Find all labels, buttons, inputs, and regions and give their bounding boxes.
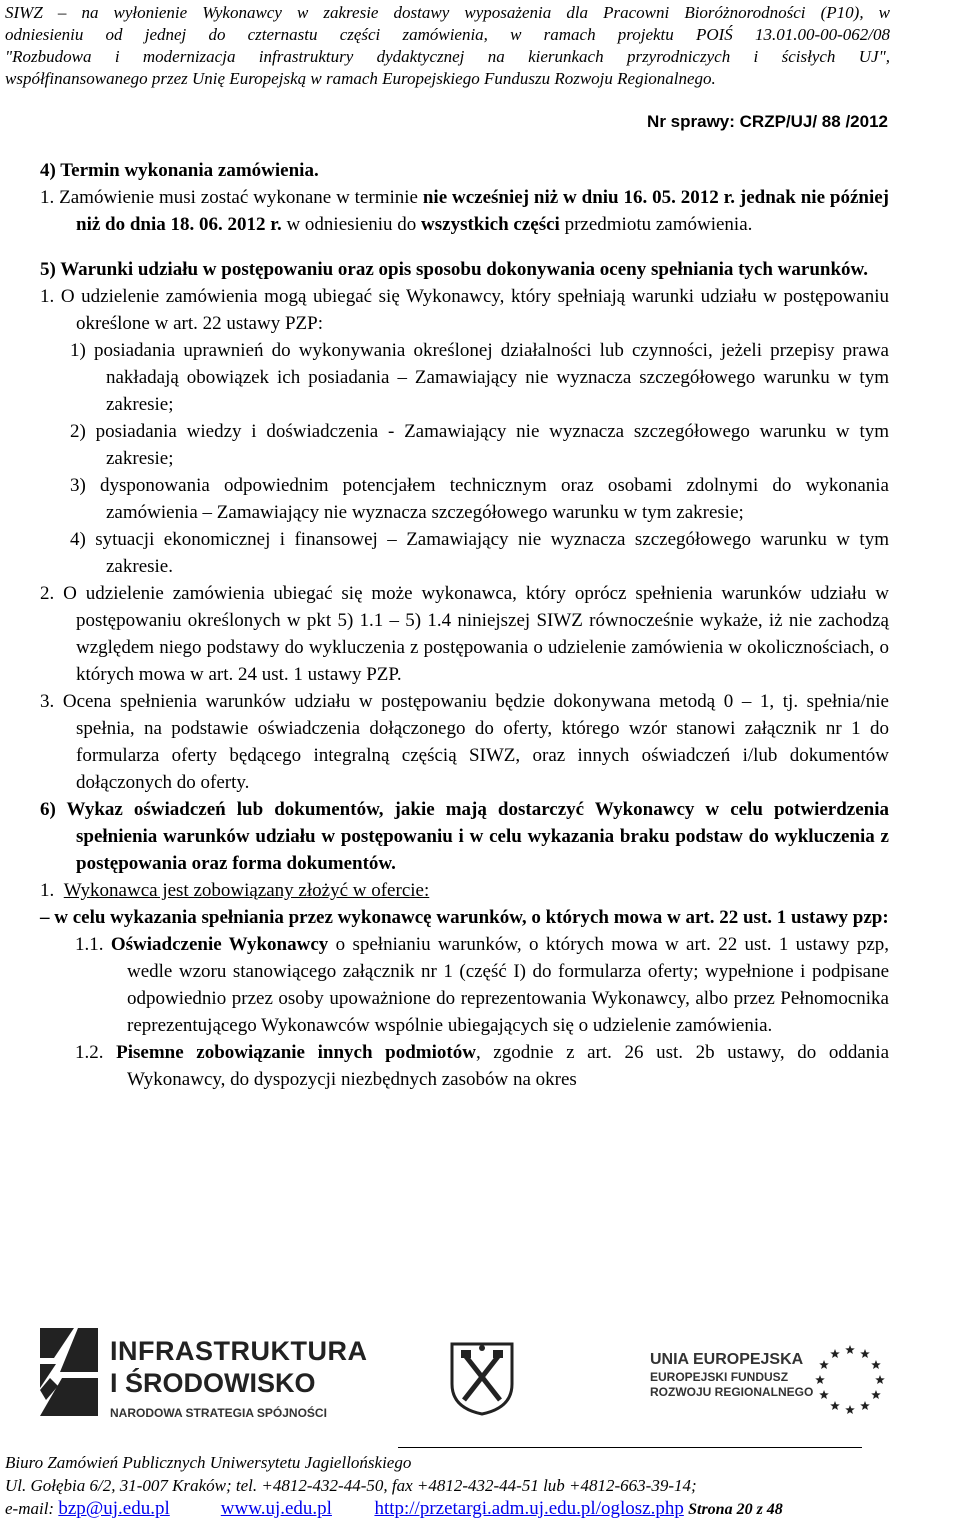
eu-star	[815, 1375, 825, 1384]
section-5-heading: 5) Warunki udziału w postępowaniu oraz opis sposobu dokonywania oceny spełniania tych warunków.	[40, 259, 868, 280]
section-6-subheading: – w celu wykazania spełniania przez wykonawcę warunków, o których mowa w art. 22 ust. 1 ustawy pzp:	[40, 907, 889, 928]
cohesion-strategy-icon	[40, 1328, 98, 1416]
eu-star	[830, 1401, 840, 1410]
underlined-text: Wykonawca jest zobowiązany złożyć w ofercie:	[63, 880, 430, 901]
logo-strip	[0, 1320, 960, 1430]
eu-text-block	[650, 1350, 813, 1400]
document-header	[5, 2, 890, 90]
document-footer	[5, 1451, 960, 1521]
all-parts-text: wszystkich części	[421, 214, 560, 235]
eu-star	[830, 1349, 840, 1358]
infrastruktura-srodowisko-logo	[40, 1328, 368, 1420]
condition-item: 1) posiadania uprawnień do wykonywania określonej działalności lub czynności, jeżeli przepisy prawa nakładają obowiązek ich posiadania – Zamawiający nie wyznacza szczegółowego warunku w tym zakresie;	[70, 340, 889, 415]
text-run: przedmiotu zamówienia.	[564, 214, 753, 235]
footer-contact-line	[5, 1497, 960, 1521]
eu-star	[845, 1405, 855, 1414]
page-label: Strona	[688, 1501, 733, 1518]
item-number: 1.1.	[75, 934, 104, 955]
section-4-paragraph-1	[40, 184, 889, 238]
text-run: Zamówienie musi zostać wykonane w terminie	[59, 187, 418, 208]
eu-star	[860, 1401, 870, 1410]
footer-address: Ul. Gołębia 6/2, 31-007 Kraków; tel. +4812-432-44-50, fax +4812-432-44-51 lub +4812-663-39-14;	[5, 1476, 697, 1495]
page-number: 20	[736, 1501, 753, 1518]
european-union-logo	[650, 1340, 890, 1420]
condition-item: 4) sytuacji ekonomicznej i finansowej – Zamawiający nie wyznacza szczegółowego warunku w tym zakresie.	[70, 529, 889, 577]
eu-star	[875, 1375, 885, 1384]
eu-text: EUROPEJSKI FUNDUSZ	[650, 1370, 789, 1384]
paragraph-number: 1.	[40, 880, 55, 901]
page-of: z	[756, 1501, 763, 1518]
eu-star	[871, 1360, 881, 1369]
condition-item: 3) dysponowania odpowiednim potencjałem technicznym oraz osobami zdolnymi do wykonania zamówienia – Zamawiający nie wyznacza szczegółowego warunku w tym zakresie;	[70, 475, 889, 523]
page-total: 48	[766, 1501, 783, 1518]
eu-text: ROZWOJU REGIONALNEGO	[650, 1385, 814, 1399]
eu-stars-flag-icon	[810, 1340, 890, 1420]
document-item-1-2	[40, 1039, 889, 1093]
item-title: Pisemne zobowiązanie innych podmiotów	[116, 1042, 476, 1063]
section-5-paragraph-2: 2. O udzielenie zamówienia ubiegać się może wykonawca, który oprócz spełnienia warunków udziału w postępowaniu określonych w pkt 5) 1.1 – 5) 1.4 niniejszej SIWZ równocześnie wykaże, iż nie zachodzą względem niego podstawy do wykluczenia z postępowania o udzielenie zamówienia w okolicznościach, o których mowa w art. 24 ust. 1 ustawy PZP.	[40, 583, 889, 685]
eu-star	[819, 1360, 829, 1369]
logo-text: INFRASTRUKTURA	[110, 1336, 368, 1366]
logo-text: NARODOWA STRATEGIA SPÓJNOŚCI	[110, 1406, 327, 1420]
item-text: , zgodnie z art. 26 ust. 2b ustawy, do oddania Wykonawcy, do dyspozycji niezbędnych zasobów na okres	[127, 1042, 890, 1090]
case-number: Nr sprawy: CRZP/UJ/ 88 /2012	[647, 112, 888, 131]
header-line-1: SIWZ – na wyłonienie Wykonawcy w zakresie dostawy wyposażenia dla Pracowni Bioróżnorodności (P10), w	[5, 3, 890, 22]
document-item-1-1	[40, 931, 889, 1039]
section-4-heading: 4) Termin wykonania zamówienia.	[40, 160, 319, 181]
item-text: o spełnianiu warunków, o których mowa w art. 22 ust. 1 ustawy pzp, wedle wzoru stanowiącego załącznik nr 1 (część I) do formularza oferty; wypełnione i podpisane odpowiednio przez osoby upoważnione do reprezentowania Wykonawcy, albo przez Pełnomocnika reprezentującego Wykonawców wspólnie ubiegających się o udzielenie zamówienia.	[127, 934, 890, 1036]
section-6-paragraph-1	[40, 877, 889, 904]
section-5-paragraph-1: 1. O udzielenie zamówienia mogą ubiegać się Wykonawcy, który spełniają warunki udziału w postępowaniu określone w art. 22 ustawy PZP:	[40, 286, 889, 334]
email-link[interactable]: bzp@uj.edu.pl	[58, 1498, 170, 1519]
eu-star	[819, 1390, 829, 1399]
deadline-dates: nie wcześniej niż w dniu 16. 05. 2012 r. jednak nie później niż do dnia 18. 06. 2012 r.	[76, 187, 889, 235]
footer-rule	[398, 1447, 862, 1448]
item-number: 1.2.	[75, 1042, 104, 1063]
eu-star	[860, 1349, 870, 1358]
text-run: w odniesieniu do	[286, 214, 417, 235]
section-5-paragraph-3: 3. Ocena spełnienia warunków udziału w postępowaniu będzie dokonywana metodą 0 – 1, tj. spełnia/nie spełnia, na podstawie oświadczenia dołączonego do oferty, którego wzór stanowi załącznik nr 1 do formularza oferty będącego integralną częścią SIWZ, oraz innych oświadczeń i/lub dokumentów dołączonych do oferty.	[40, 691, 889, 793]
website-link[interactable]: www.uj.edu.pl	[220, 1498, 332, 1519]
eu-star	[845, 1345, 855, 1354]
email-label: e-mail:	[5, 1499, 55, 1518]
section-6-heading: 6) Wykaz oświadczeń lub dokumentów, jakie mają dostarczyć Wykonawcy w celu potwierdzenia spełnienia warunków udziału w postępowaniu i w celu wykazania braku podstaw do wykluczenia z postępowania oraz forma dokumentów.	[40, 799, 889, 874]
document-body	[40, 157, 889, 1093]
logo-text: I ŚRODOWISKO	[110, 1368, 316, 1398]
footer-office: Biuro Zamówień Publicznych Uniwersytetu Jagiellońskiego	[5, 1453, 412, 1472]
header-line-4: współfinansowanego przez Unię Europejską w ramach Europejskiego Funduszu Rozwoju Regionalnego.	[5, 69, 716, 88]
eu-text: UNIA EUROPEJSKA	[650, 1351, 804, 1368]
jagiellonian-university-crest-icon	[444, 1338, 520, 1416]
item-title: Oświadczenie Wykonawcy	[110, 934, 329, 955]
header-line-3: "Rozbudowa i modernizacja infrastruktury dydaktycznej na kierunkach przyrodniczych i ścisłych UJ",	[5, 47, 890, 66]
page-indicator	[688, 1501, 783, 1518]
eu-star	[871, 1390, 881, 1399]
tender-link[interactable]: http://przetargi.adm.uj.edu.pl/oglosz.php	[374, 1498, 684, 1519]
condition-item: 2) posiadania wiedzy i doświadczenia - Zamawiający nie wyznacza szczegółowego warunku w tym zakresie;	[70, 421, 889, 469]
header-line-2: odniesieniu od jednej do czternastu części zamówienia, w ramach projektu POIŚ 13.01.00-00-062/08	[5, 25, 890, 44]
paragraph-number: 1.	[40, 187, 55, 208]
